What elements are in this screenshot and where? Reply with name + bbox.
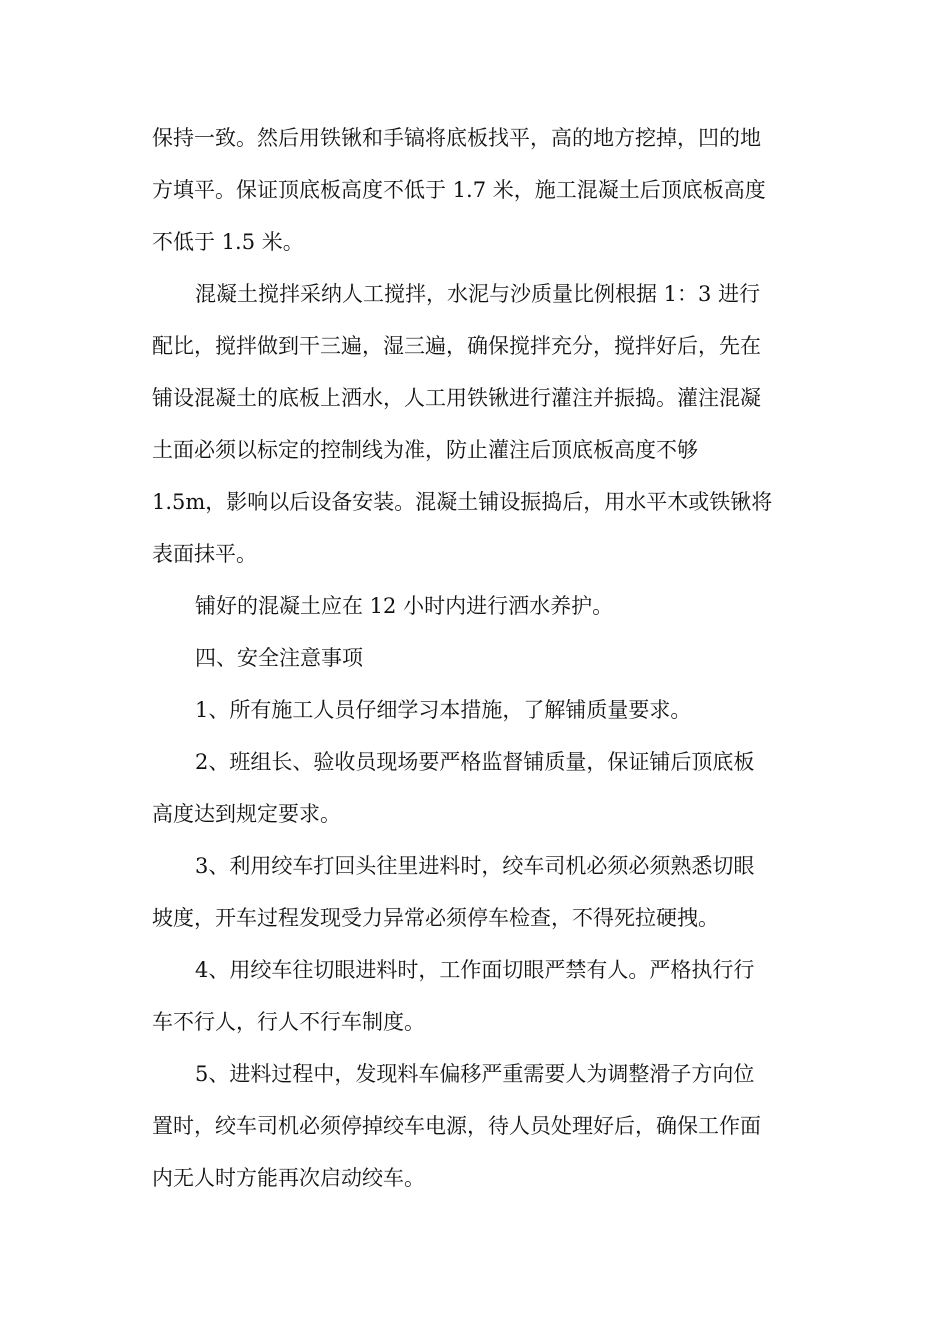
text-line: 置时，绞车司机必须停掉绞车电源，待人员处理好后，确保工作面 [152, 1114, 761, 1138]
text-line: 表面抹平。 [152, 542, 257, 566]
list-item-4: 4、用绞车往切眼进料时，工作面切眼严禁有人。严格执行行 [195, 958, 755, 982]
text-line: 配比，搅拌做到干三遍，湿三遍，确保搅拌充分，搅拌好后，先在 [152, 334, 761, 358]
paragraph-first-line: 铺好的混凝土应在 12 小时内进行洒水养护。 [195, 594, 614, 618]
text-line: 内无人时方能再次启动绞车。 [152, 1166, 425, 1190]
text-line: 铺设混凝土的底板上洒水，人工用铁锹进行灌注并振捣。灌注混凝 [152, 386, 761, 410]
paragraph-first-line: 混凝土搅拌采纳人工搅拌，水泥与沙质量比例根据 1：3 进行 [195, 282, 761, 306]
text-line: 车不行人，行人不行车制度。 [152, 1010, 425, 1034]
list-item-3: 3、利用绞车打回头往里进料时，绞车司机必须必须熟悉切眼 [195, 854, 755, 878]
list-item-1: 1、所有施工人员仔细学习本措施，了解铺质量要求。 [195, 698, 692, 722]
text-line: 不低于 1.5 米。 [152, 230, 304, 254]
list-item-5: 5、进料过程中，发现料车偏移严重需要人为调整滑子方向位 [195, 1062, 755, 1086]
text-line: 保持一致。然后用铁锹和手镐将底板找平，高的地方挖掉，凹的地 [152, 126, 761, 150]
text-line: 方填平。保证顶底板高度不低于 1.7 米，施工混凝土后顶底板高度 [152, 178, 766, 202]
text-line: 坡度，开车过程发现受力异常必须停车检查，不得死拉硬拽。 [152, 906, 719, 930]
text-line: 土面必须以标定的控制线为准，防止灌注后顶底板高度不够 [152, 438, 698, 462]
text-line: 1.5m，影响以后设备安装。混凝土铺设振捣后，用水平木或铁锹将 [152, 490, 773, 514]
list-item-2: 2、班组长、验收员现场要严格监督铺质量，保证铺后顶底板 [195, 750, 755, 774]
text-line: 高度达到规定要求。 [152, 802, 341, 826]
section-heading: 四、安全注意事项 [195, 646, 363, 670]
